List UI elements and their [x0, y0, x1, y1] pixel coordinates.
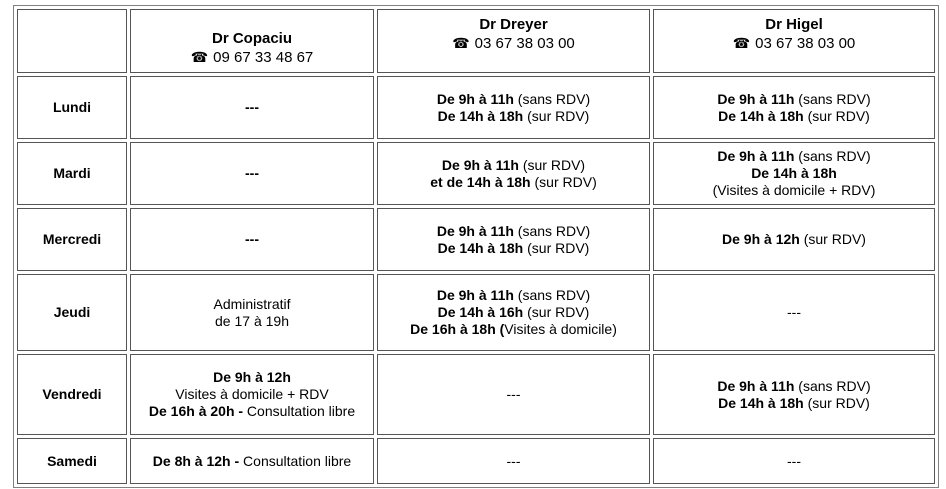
hours-bold: De 16h à 20h -: [148, 403, 244, 419]
hours-bold: De 9h à 11h: [436, 287, 514, 303]
hours-line: [133, 231, 371, 248]
hours-note: Consultation libre: [239, 452, 352, 469]
doctor-phone: [133, 48, 371, 67]
hours-line: [380, 453, 647, 470]
day-label: Vendredi: [17, 354, 127, 435]
hours-bold: De 9h à 11h: [717, 377, 795, 394]
hours-line: [380, 223, 647, 240]
doctor-phone: [380, 34, 647, 53]
doctor-phone: [656, 34, 932, 53]
hours-note: (sur RDV): [523, 304, 590, 320]
hours-bold: et de 14h à 18h: [430, 173, 531, 190]
hours-note: (sans RDV): [794, 90, 871, 107]
hours-bold: De 14h à 16h: [437, 304, 524, 320]
hours-note: Consultation libre: [243, 403, 356, 419]
hours-line: [656, 148, 932, 165]
hours-note: (sans RDV): [513, 90, 591, 107]
hours-note: (sans RDV): [513, 222, 591, 239]
hours-cell: [130, 354, 374, 435]
day-label: Jeudi: [17, 274, 127, 351]
schedule-row: [17, 76, 935, 139]
hours-note: Visites à domicile): [504, 321, 617, 337]
day-label: Mardi: [17, 142, 127, 205]
hours-note: (sans RDV): [794, 148, 871, 164]
schedule-table: [13, 5, 939, 488]
hours-cell: [377, 438, 650, 484]
hours-note: (sur RDV): [530, 173, 597, 190]
hours-cell: [130, 438, 374, 484]
hours-bold: De 14h à 18h: [751, 165, 837, 181]
hours-note: (sur RDV): [523, 239, 590, 256]
hours-cell: [377, 76, 650, 139]
hours-line: [133, 403, 371, 420]
hours-cell: [377, 208, 650, 271]
hours-line: [133, 313, 371, 330]
hours-note: (sur RDV): [803, 394, 870, 411]
hours-line: [133, 99, 371, 116]
schedule-row: [17, 142, 935, 205]
hours-note: (sans RDV): [513, 287, 591, 303]
hours-bold: ---: [245, 99, 259, 115]
hours-bold: ---: [245, 165, 259, 181]
doctor-header-higel: [653, 9, 935, 73]
hours-note: ---: [787, 304, 801, 320]
hours-bold: De 9h à 11h: [436, 222, 514, 239]
hours-bold: De 14h à 18h: [437, 239, 524, 256]
doctor-name: Dr Dreyer: [479, 16, 548, 33]
phone-number: 03 67 38 03 00: [755, 35, 856, 52]
hours-cell: [377, 142, 650, 205]
phone-number: 09 67 33 48 67: [213, 49, 314, 66]
hours-bold: De 9h à 12h: [722, 231, 800, 247]
hours-cell: [130, 274, 374, 351]
hours-note: (sans RDV): [794, 377, 871, 394]
hours-line: [656, 108, 932, 125]
hours-cell: [130, 76, 374, 139]
schedule-row: [17, 354, 935, 435]
hours-line: [380, 108, 647, 125]
hours-bold: De 9h à 11h: [717, 90, 795, 107]
hours-note: (sur RDV): [523, 107, 590, 124]
hours-bold: De 9h à 12h: [213, 369, 291, 385]
hours-line: [656, 304, 932, 321]
hours-line: [133, 369, 371, 386]
schedule-row: [17, 438, 935, 484]
hours-line: [656, 453, 932, 470]
hours-cell: [653, 208, 935, 271]
hours-note: (sur RDV): [518, 156, 586, 173]
hours-line: [656, 378, 932, 395]
corner-cell: [17, 9, 127, 73]
hours-line: [380, 386, 647, 403]
hours-note: (Visites à domicile + RDV): [712, 182, 876, 198]
hours-line: [380, 304, 647, 321]
phone-icon: ☎: [190, 49, 209, 65]
hours-bold: De 14h à 18h: [437, 107, 524, 124]
hours-line: [656, 182, 932, 199]
phone-icon: ☎: [452, 35, 470, 51]
hours-line: [656, 165, 932, 182]
day-label: Samedi: [17, 438, 127, 484]
hours-note: de 17 à 19h: [215, 312, 289, 329]
phone-icon: ☎: [732, 35, 751, 51]
hours-note: (sur RDV): [799, 231, 866, 247]
hours-line: [656, 231, 932, 248]
hours-line: [380, 174, 647, 191]
hours-cell: [653, 354, 935, 435]
hours-cell: [653, 274, 935, 351]
hours-note: Administratif: [213, 295, 291, 312]
hours-bold: ---: [245, 231, 259, 247]
hours-cell: [377, 354, 650, 435]
day-label: Mercredi: [17, 208, 127, 271]
hours-note: ---: [506, 386, 521, 402]
hours-note: ---: [506, 452, 521, 469]
hours-line: [380, 157, 647, 174]
doctor-name: Dr Copaciu: [211, 30, 292, 47]
hours-note: Visites à domicile + RDV: [175, 386, 329, 402]
hours-bold: De 8h à 12h -: [152, 452, 240, 469]
hours-line: [380, 240, 647, 257]
hours-bold: De 16h à 18h (: [410, 321, 505, 337]
doctor-header-copaciu: [130, 9, 374, 73]
schedule-row: [17, 208, 935, 271]
hours-cell: [130, 208, 374, 271]
hours-line: [133, 453, 371, 470]
header-row: [17, 9, 935, 73]
hours-line: [380, 91, 647, 108]
hours-cell: [130, 142, 374, 205]
hours-cell: [653, 76, 935, 139]
hours-note: (sur RDV): [803, 107, 870, 124]
hours-cell: [653, 438, 935, 484]
hours-line: [133, 386, 371, 403]
hours-bold: De 14h à 18h: [718, 394, 804, 411]
hours-line: [380, 287, 647, 304]
schedule-row: [17, 274, 935, 351]
phone-number: 03 67 38 03 00: [474, 35, 575, 52]
hours-bold: De 9h à 11h: [717, 148, 795, 164]
doctor-header-dreyer: [377, 9, 650, 73]
hours-bold: De 9h à 11h: [441, 156, 519, 173]
hours-line: [380, 321, 647, 338]
hours-line: [133, 165, 371, 182]
hours-bold: De 14h à 18h: [718, 107, 804, 124]
hours-line: [656, 395, 932, 412]
hours-line: [133, 296, 371, 313]
hours-cell: [377, 274, 650, 351]
hours-line: [656, 91, 932, 108]
hours-bold: De 9h à 11h: [436, 90, 514, 107]
hours-cell: [653, 142, 935, 205]
hours-note: ---: [787, 452, 801, 469]
day-label: Lundi: [17, 76, 127, 139]
doctor-name: Dr Higel: [765, 16, 823, 33]
